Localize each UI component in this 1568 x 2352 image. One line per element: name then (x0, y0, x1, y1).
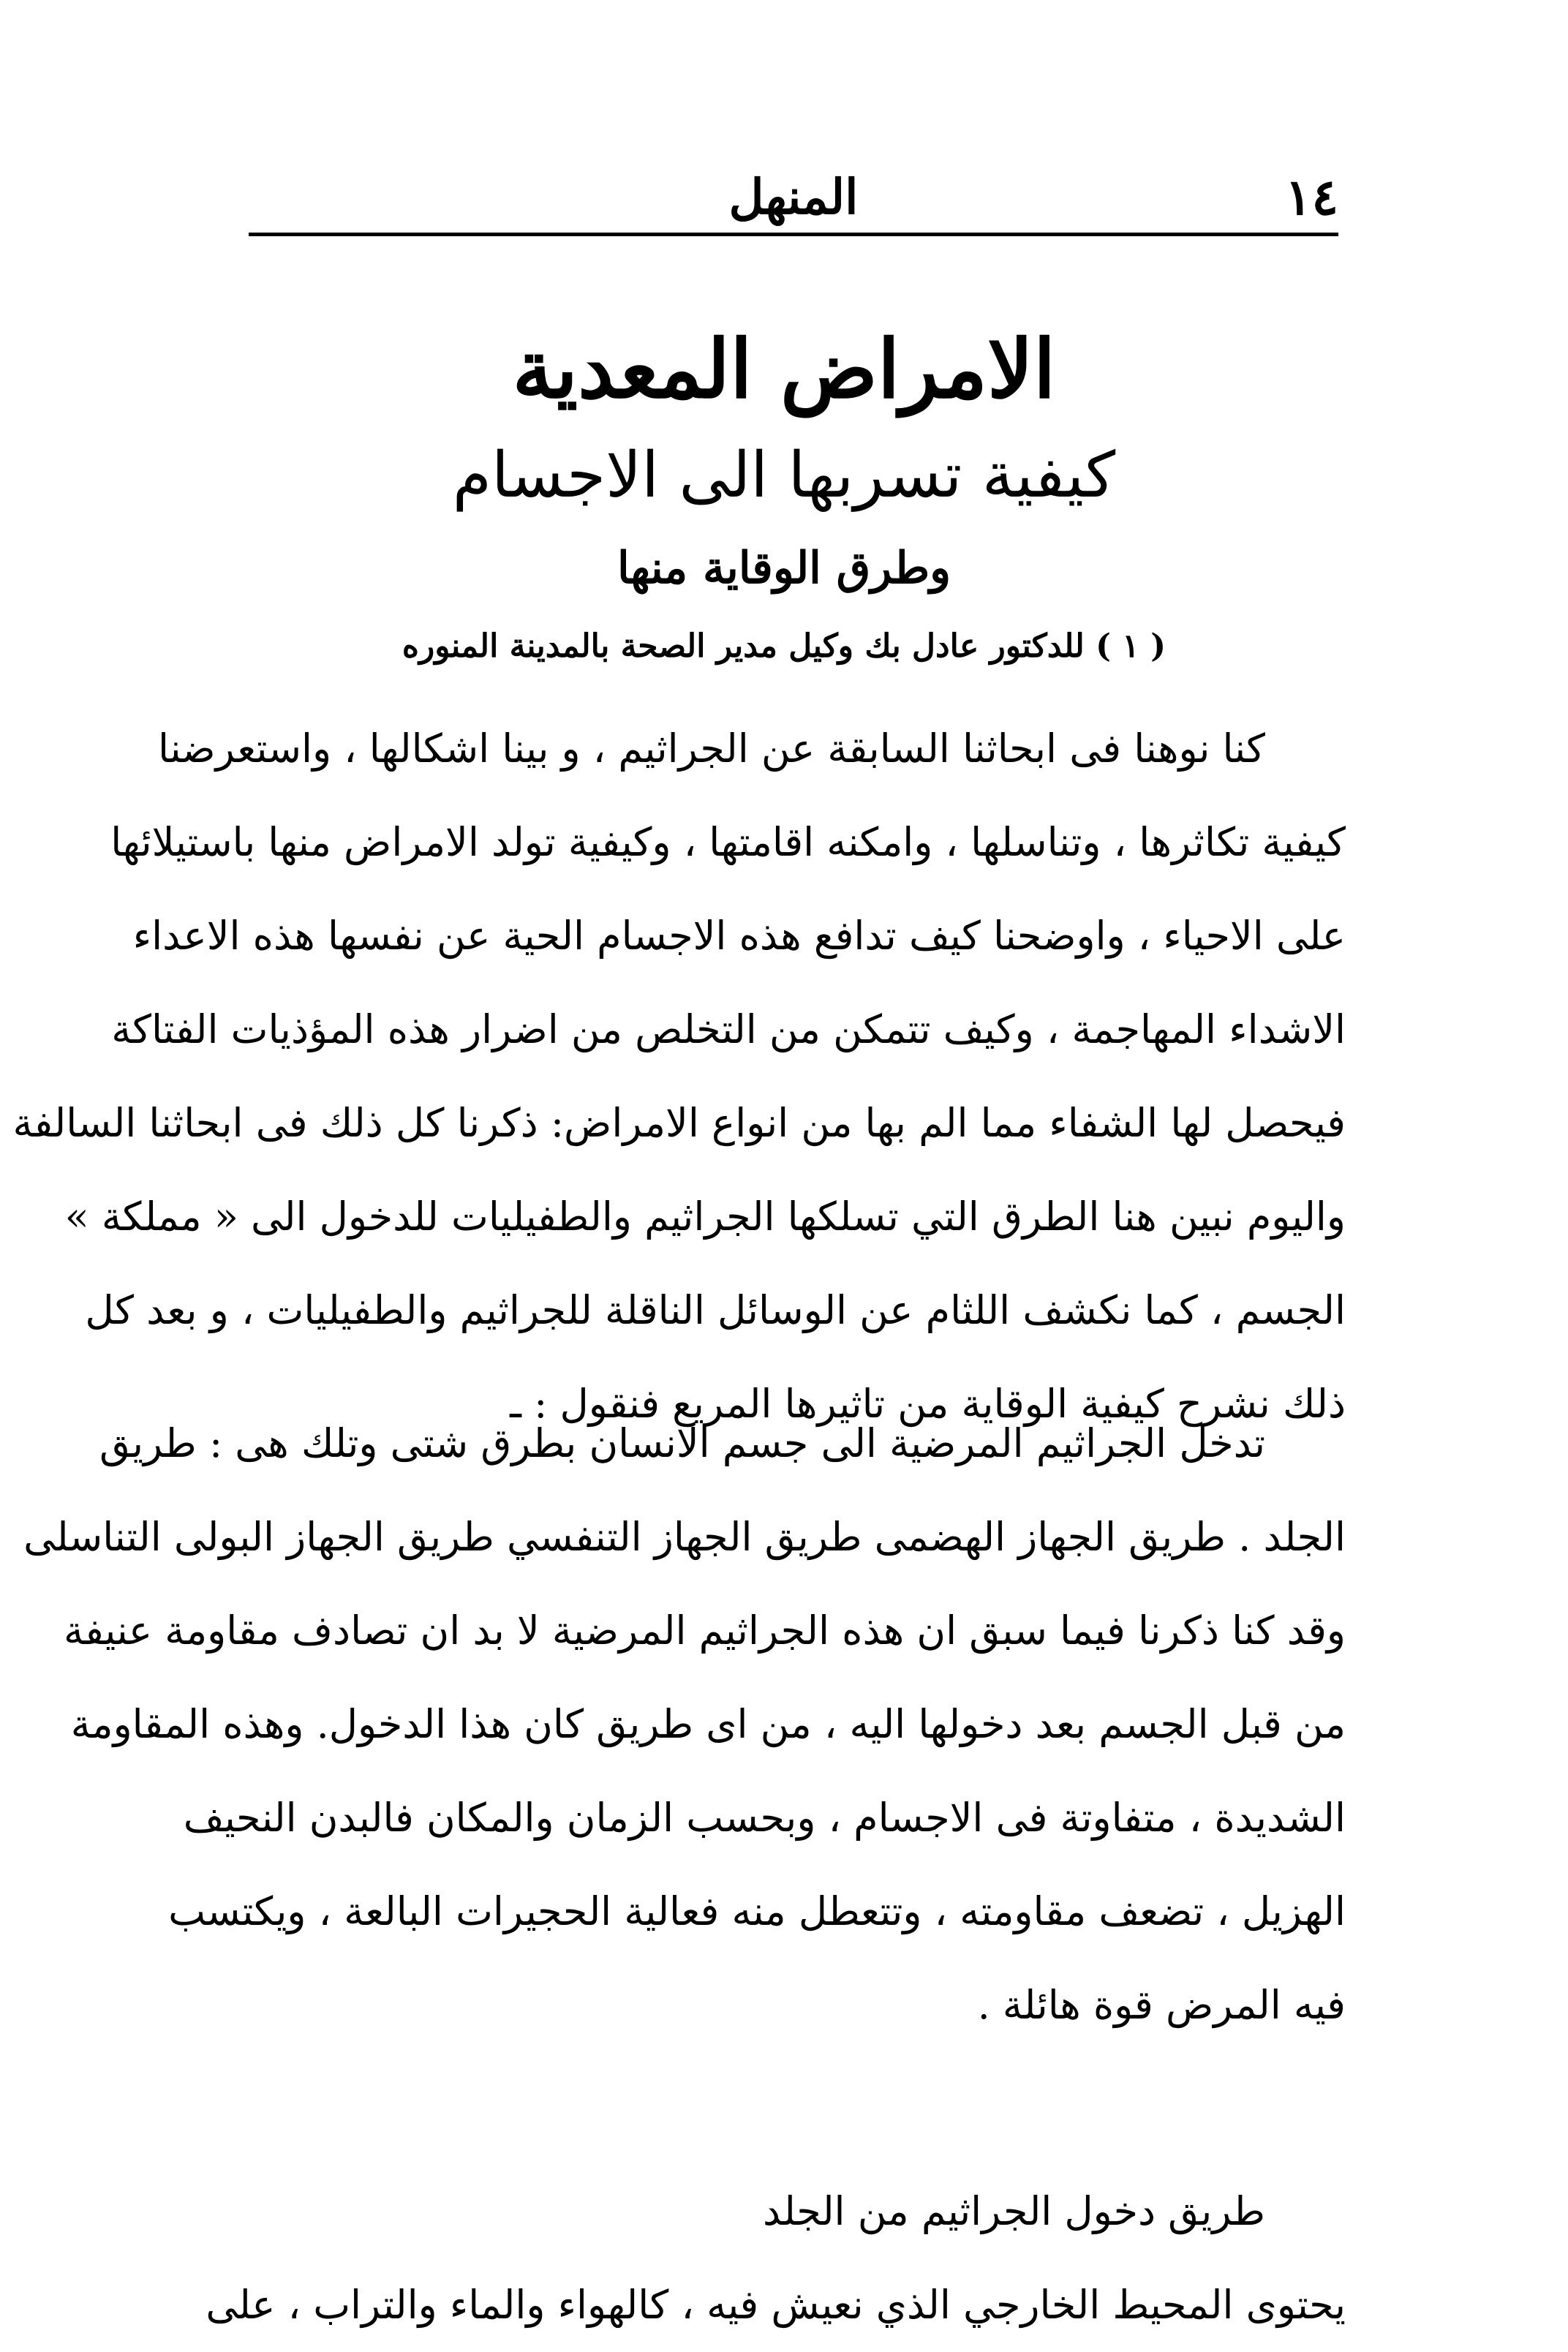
text-line: الجلد . طريق الجهاز الهضمى طريق الجهاز التنفسي طريق الجهاز البولى التناسلى (23, 1514, 1346, 1560)
paragraph-1 (12, 702, 1346, 1451)
section-heading: طريق دخول الجراثيم من الجلد (763, 2188, 1265, 2234)
text-line: وقد كنا ذكرنا فيما سبق ان هذه الجراثيم المرضية لا بد ان تصادف مقاومة عنيفة (64, 1607, 1346, 1654)
text-line: على الاحياء ، واوضحنا كيف تدافع هذه الاجسام الحية عن نفسها هذه الاعداء (132, 913, 1346, 959)
text-line: يحتوى المحيط الخارجي الذي نعيش فيه ، كالهواء والماء والتراب ، على (206, 2282, 1346, 2328)
text-line: ذلك نشرح كيفية الوقاية من تاثيرها المريع فنقول : ـ (510, 1381, 1346, 1427)
paragraph-2 (23, 1397, 1346, 2052)
section (206, 2165, 1346, 2352)
header-divider (249, 233, 1338, 236)
text-line: فيه المرض قوة هائلة . (977, 1982, 1346, 2028)
text-line: الجسم ، كما نكشف اللثام عن الوسائل الناقلة للجراثيم والطفيليات ، و بعد كل (85, 1287, 1346, 1333)
text-line: كنا نوهنا فى ابحاثنا السابقة عن الجراثيم ، و بينا اشكالها ، واستعرضنا (157, 725, 1265, 772)
text-line: تدخل الجراثيم المرضية الى جسم الانسان بطرق شتى وتلك هى : طريق (99, 1420, 1265, 1466)
article-title: الامراض المعدية (512, 322, 1056, 416)
page-number: ١٤ (1284, 168, 1338, 227)
text-line: واليوم نبين هنا الطرق التي تسلكها الجراثيم والطفيليات للدخول الى « مملكة » (64, 1194, 1346, 1240)
text-line: من قبل الجسم بعد دخولها اليه ، من اى طريق كان هذا الدخول. وهذه المقاومة (70, 1701, 1346, 1747)
page-header (249, 154, 1338, 234)
text-line: الشديدة ، متفاوتة فى الاجسام ، وبحسب الزمان والمكان فالبدن النحيف (183, 1795, 1346, 1841)
text-line: كيفية تكاثرها ، وتناسلها ، وامكنه اقامتها ، وكيفية تولد الامراض منها باستيلائها (110, 819, 1346, 865)
journal-title: المنهل (728, 168, 859, 225)
article-subtitle: كيفية تسربها الى الاجسام (452, 439, 1116, 512)
article-subtitle-2: وطرق الوقاية منها (617, 543, 951, 594)
author-line: ( ١ ) للدكتور عادل بك وكيل مدير الصحة بالمدينة المنوره (402, 627, 1166, 665)
text-line: فيحصل لها الشفاء مما الم بها من انواع الامراض: ذكرنا كل ذلك فى ابحاثنا السالفة (12, 1100, 1346, 1146)
text-line: الهزيل ، تضعف مقاومته ، وتتعطل منه فعالية الحجيرات البالعة ، ويكتسب (168, 1888, 1346, 1934)
text-line: الاشداء المهاجمة ، وكيف تتمكن من التخلص من اضرار هذه المؤذيات الفتاكة (111, 1006, 1346, 1052)
